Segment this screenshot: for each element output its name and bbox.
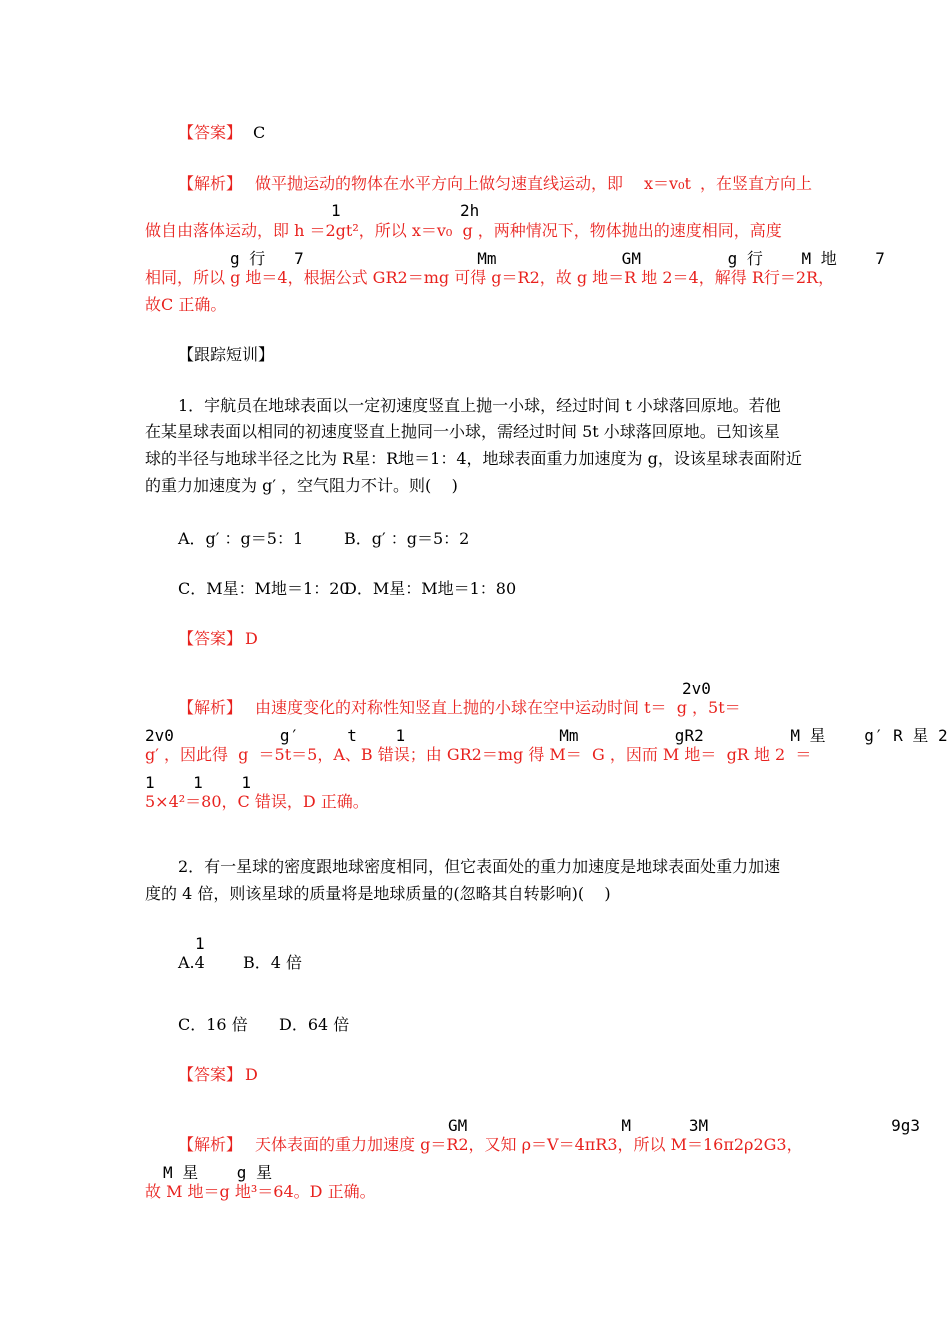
fraction-numerator: 2v0 bbox=[682, 679, 711, 698]
fraction-numerator: 2h bbox=[460, 201, 480, 220]
fraction-numerator: M 星 g 星 bbox=[163, 1163, 273, 1182]
option-c: C．16 倍 bbox=[178, 1015, 248, 1034]
section-title: 【跟踪短训】 bbox=[178, 345, 275, 364]
question-2-text: 度的 4 倍，则该星球的质量将是地球质量的(忽略其自转影响)( ) bbox=[145, 884, 611, 903]
fraction-numerator: GM M 3M 9g3 bbox=[448, 1116, 921, 1135]
fraction-numerator: g 行 7 Mm GM g 行 M 地 7 bbox=[230, 249, 885, 268]
fraction-numerator: 1 bbox=[331, 201, 341, 220]
question-1-text: 的重力加速度为 g′ ，空气阻力不计。则( ) bbox=[145, 476, 458, 495]
analysis-line: 故C 正确。 bbox=[145, 295, 227, 314]
answer-tag: 【答案】 bbox=[178, 1065, 243, 1084]
analysis-line: 由速度变化的对称性知竖直上抛的小球在空中运动时间 t＝ g ，5t＝ bbox=[255, 698, 741, 717]
option-a: A.4 bbox=[178, 953, 205, 972]
answer-value: D bbox=[245, 1065, 258, 1084]
question-1-text: 在某星球表面以相同的初速度竖直上抛同一小球，需经过时间 5t 小球落回原地。已知该星 bbox=[145, 422, 780, 441]
option-d: D．M星：M地＝1：80 bbox=[344, 579, 517, 598]
analysis-line: 相同，所以 g 地＝4，根据公式 GR2＝mg 可得 g＝R2，故 g 地＝R 地 2＝4，解得 R行＝2R， bbox=[145, 268, 835, 287]
analysis-line: 天体表面的重力加速度 g＝R2，又知 ρ＝V＝4πR3，所以 M＝16π2ρ2G3， bbox=[255, 1135, 803, 1154]
option-a: A．g′ ：g＝5：1 bbox=[178, 529, 304, 548]
analysis-line: g′ ，因此得 g ＝5t＝5，A、B 错误；由 GR2＝mg 得 M＝ G ，因而 M 地＝ gR 地 2 ＝ bbox=[145, 745, 812, 764]
formula: x＝v₀t bbox=[644, 174, 691, 193]
answer-value: C bbox=[253, 123, 266, 142]
analysis-tag: 【解析】 bbox=[178, 698, 243, 717]
option-b: B．g′ ：g＝5：2 bbox=[344, 529, 470, 548]
question-2-text: 2．有一星球的密度跟地球密度相同，但它表面处的重力加速度是地球表面处重力加速 bbox=[178, 857, 781, 876]
fraction-numerator: 1 1 1 bbox=[145, 773, 251, 792]
analysis-line: 做平抛运动的物体在水平方向上做匀速直线运动，即 bbox=[255, 174, 624, 193]
option-d: D．64 倍 bbox=[279, 1015, 350, 1034]
answer-value: D bbox=[245, 629, 258, 648]
fraction-numerator: 1 bbox=[195, 934, 205, 953]
analysis-line: 做自由落体运动，即 h ＝2gt²，所以 x＝v₀ g ，两种情况下，物体抛出的速度相同，高度 bbox=[145, 221, 782, 240]
option-b: B．4 倍 bbox=[243, 953, 303, 972]
option-c: C．M星：M地＝1：20 bbox=[178, 579, 350, 598]
fraction-numerator: 2v0 g′ t 1 Mm gR2 M 星 g′ R 星 2 bbox=[145, 726, 948, 745]
answer-tag: 【答案】 bbox=[178, 123, 243, 142]
analysis-line: 5×4²＝80，C 错误，D 正确。 bbox=[145, 792, 369, 811]
question-1-text: 1．宇航员在地球表面以一定初速度竖直上抛一小球，经过时间 t 小球落回原地。若他 bbox=[178, 396, 781, 415]
answer-tag: 【答案】 bbox=[178, 629, 243, 648]
analysis-tag: 【解析】 bbox=[178, 174, 243, 193]
analysis-line: ，在竖直方向上 bbox=[700, 174, 813, 193]
question-1-text: 球的半径与地球半径之比为 R星：R地＝1：4，地球表面重力加速度为 g，设该星球表面附近 bbox=[145, 449, 802, 468]
analysis-tag: 【解析】 bbox=[178, 1135, 243, 1154]
analysis-line: 故 M 地＝g 地³＝64。D 正确。 bbox=[145, 1182, 376, 1201]
